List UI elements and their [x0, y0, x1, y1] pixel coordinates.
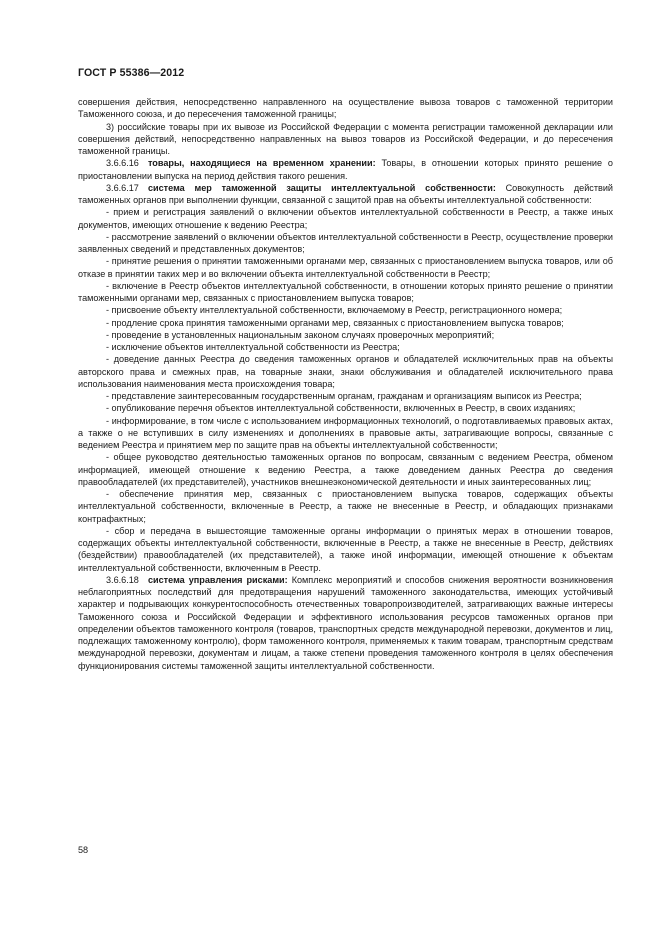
paragraph	[78, 353, 613, 390]
paragraph-text: - представление заинтересованным государственным органам, гражданам и организациям выписок из Реестра;	[106, 391, 582, 401]
paragraph	[78, 488, 613, 525]
paragraph-text: - исключение объектов интеллектуальной собственности из Реестра;	[106, 342, 400, 352]
paragraph-text: - рассмотрение заявлений о включении объектов интеллектуальной собственности в Реестр, осуществление проверки заявленных сведений и представленных документов;	[78, 231, 613, 254]
term: система управления рисками:	[147, 574, 288, 585]
paragraph	[78, 402, 613, 414]
term-definition	[78, 574, 613, 672]
paragraph	[78, 329, 613, 341]
paragraph	[78, 304, 613, 316]
paragraph-text: - доведение данных Реестра до сведения таможенных органов и обладателей исключительных прав на объекты авторского права и смежных прав, на товарные знаки, знаки обслуживания и обладателей исключительного права использования наименования места происхождения товара;	[78, 354, 613, 389]
paragraph-text: - присвоение объекту интеллектуальной собственности, включаемому в Реестр, регистрационного номера;	[106, 305, 563, 316]
clause-number: 3.6.6.17	[106, 182, 139, 193]
term: система мер таможенной защиты интеллектуальной собственности:	[147, 182, 496, 193]
paragraph-text: - сбор и передача в вышестоящие таможенные органы информации о принятых мерах в отношении товаров, содержащих объекты интеллектуальной собственности, включенные в Реестр, а также не внесенные в Реестр, действиях (бездействии) правообладателей (их представителей), а также иной информации, имеющей отношение к объектам интеллектуальной собственности, включенным в Реестр.	[78, 525, 613, 573]
paragraph-text: - обеспечение принятия мер, связанных с приостановлением выпуска товаров, содержащих объекты интеллектуальной собственности, включенные в Реестр, а также не внесенные в Реестр, и обладающих признаками контрафактных;	[78, 489, 613, 524]
paragraph	[78, 317, 613, 329]
paragraph-text: 3) российские товары при их вывозе из Российской Федерации с момента регистрации таможенной декларации или совершения действий, непосредственно направленных на вывоз товаров из Российской Федерации, и до пересечения таможенной границы.	[78, 121, 613, 156]
clause-number: 3.6.6.18	[106, 574, 139, 585]
paragraph-text: Товары, в отношении которых принято решение о приостановлении выпуска на период действия такого решения.	[78, 158, 613, 181]
paragraph	[78, 121, 613, 158]
paragraph	[78, 96, 613, 121]
paragraph-text: - принятие решения о принятии таможенными органами мер, связанных с приостановлением выпуска товаров, или об отказе в принятии таких мер и во включении объекта интеллектуальной собственности в Реестр;	[78, 256, 613, 279]
paragraph-text: - информирование, в том числе с использованием информационных технологий, о подготавливаемых правовых актах, а также о не вступивших в силу изменениях и дополнениях в правовые акты, затрагивающие вопросы, связанные с ведением Реестра и принятием мер по защите прав на объекты интеллектуальной собственности;	[78, 415, 613, 450]
paragraph	[78, 415, 613, 452]
paragraph	[78, 231, 613, 256]
paragraph-text: - прием и регистрация заявлений о включении объектов интеллектуальной собственности в Реестр, а также иных документов, имеющих отношение к ведению Реестра;	[78, 207, 613, 230]
paragraph	[78, 206, 613, 231]
term-definition	[78, 182, 613, 207]
paragraph-text: - опубликование перечня объектов интеллектуальной собственности, включенных в Реестр, в своих изданиях;	[106, 403, 576, 414]
paragraph-text: - включение в Реестр объектов интеллектуальной собственности, в отношении которых принято решение о принятии таможенными органами мер, связанных с приостановлением выпуска товаров;	[78, 280, 613, 303]
paragraph-text: Комплекс мероприятий и способов снижения вероятности возникновения неблагоприятных последствий для предотвращения нарушений таможенного законодательства, имеющих устойчивый характер и подрывающих конкурентоспособность отечественных товаропроизводителей, затрагивающих важные интересы Таможенного союза и Российской Федерации и эффективного использования ресурсов таможенных органов при определении объектов таможенного контроля (товаров, транспортных средств международной перевозки, документов и лиц, подлежащих таможенному контролю), форм таможенного контроля, применяемых к таким товарам, транспортным средствам международной перевозки, документам и лицам, а также степени проведения таможенного контроля в целях обеспечения функционирования системы таможенной защиты интеллектуальной собственности.	[78, 574, 613, 671]
paragraph-text: Совокупность действий таможенных органов при выполнении функции, связанной с защитой прав на объекты интеллектуальной собственности:	[78, 182, 613, 205]
paragraph	[78, 390, 613, 402]
paragraph	[78, 255, 613, 280]
paragraph-text: - общее руководство деятельностью таможенных органов по вопросам, связанным с ведением Реестра, обменом информацией, имеющей отношение к ведению Реестра, а также доведением данных Реестра до сведения правообладателей (их представителей), участников внешнеэкономической деятельности и иных заинтересованных лиц;	[78, 452, 613, 487]
paragraph	[78, 525, 613, 574]
clause-number: 3.6.6.16	[106, 158, 139, 169]
page-number: 58	[78, 845, 89, 855]
paragraph-text: совершения действия, непосредственно направленного на осуществление вывоза товаров с таможенной территории Таможенного союза, и до пересечения таможенной границы;	[78, 97, 613, 120]
paragraph	[78, 451, 613, 488]
paragraph-text: - продление срока принятия таможенными органами мер, связанных с приостановлением выпуска товаров;	[106, 317, 564, 328]
paragraph	[78, 341, 613, 353]
term-definition	[78, 157, 613, 182]
document-header: ГОСТ Р 55386—2012	[78, 67, 185, 79]
paragraph-text: - проведение в установленных национальным законом случаях проверочных мероприятий;	[106, 329, 495, 340]
paragraph	[78, 280, 613, 305]
term: товары, находящиеся на временном хранении:	[147, 158, 376, 169]
document-body	[78, 96, 613, 672]
